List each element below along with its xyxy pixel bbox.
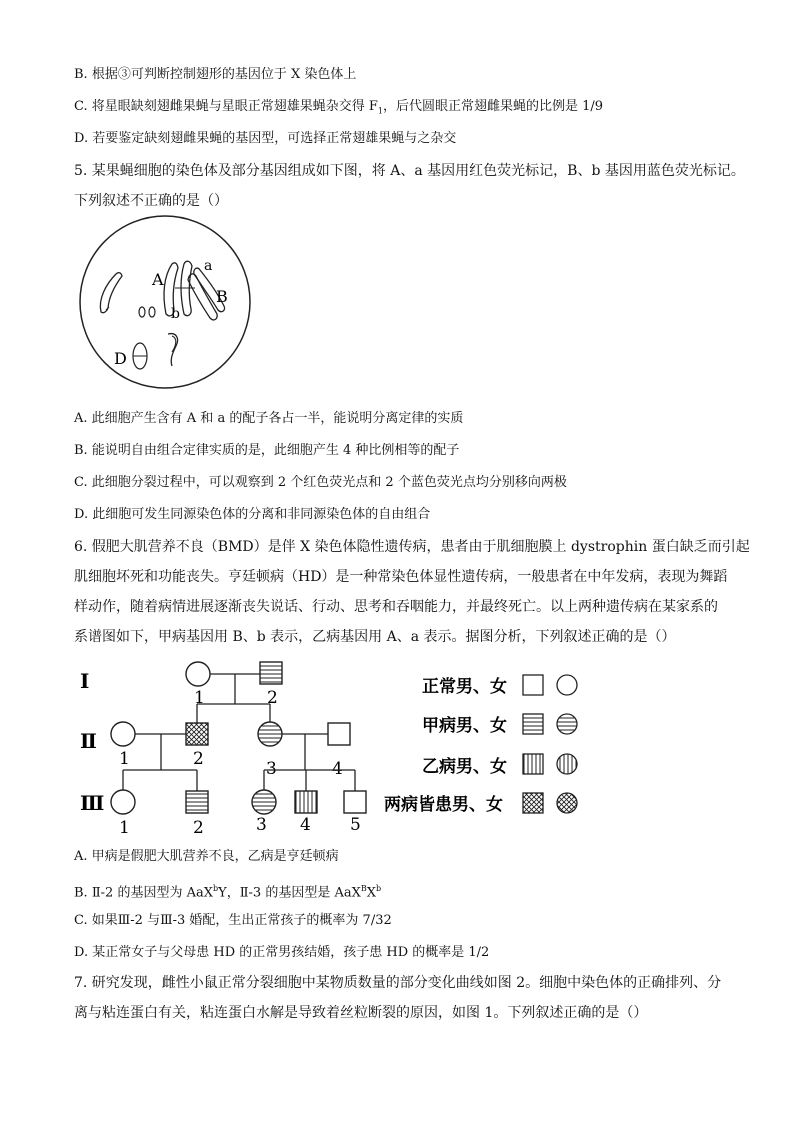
q6-option-b-sup3: b [376, 884, 382, 893]
gene-label-b: b [171, 306, 180, 322]
q4-option-d: D. 若要鉴定缺刻翅雌果蝇的基因型，可选择正常翅雄果蝇与之杂交 [74, 131, 457, 146]
gen2-label-2: 2 [193, 749, 204, 769]
generation-label-1: Ⅰ [80, 669, 90, 693]
q5-option-a: A. 此细胞产生含有 A 和 a 的配子各占一半，能说明分离定律的实质 [74, 411, 464, 426]
q6-option-b-part3: X [366, 885, 377, 901]
q5-stem-line2: 下列叙述不正确的是（） [74, 193, 228, 209]
q6-option-b-sup2: B [360, 884, 367, 893]
gen3-label-4: 4 [300, 815, 311, 835]
gen2-label-3: 3 [266, 759, 277, 779]
q7-stem-line1: 7. 研究发现，雌性小鼠正常分裂细胞中某物质数量的部分变化曲线如图 2。细胞中染色体的正确排列、分 [74, 975, 722, 991]
pedigree-chart [74, 652, 614, 842]
gene-label-D: D [114, 349, 127, 368]
q6-stem-line3: 样动作，随着病情进展逐渐丧失说话、行动、思考和吞咽能力，并最终死亡。以上两种遗传病在某家系的 [74, 599, 718, 615]
legend-both-label: 两病皆患男、女 [384, 795, 503, 815]
q6-option-b-part2: Y，Ⅱ-3 的基因型是 AaX [218, 885, 361, 901]
q4-option-c-part2: ，后代圆眼正常翅雌果蝇的比例是 1/9 [383, 99, 604, 114]
q4-option-c [74, 98, 603, 121]
gen3-label-3: 3 [256, 815, 267, 835]
gene-label-A: A [152, 270, 164, 289]
gen3-label-1: 1 [119, 818, 130, 838]
legend-jia-label: 甲病男、女 [422, 716, 507, 736]
gen3-label-2: 2 [193, 818, 204, 838]
generation-label-3: Ⅲ [80, 791, 105, 815]
gen1-label-2: 2 [267, 688, 278, 708]
gene-label-a: a [204, 258, 213, 274]
cell-chromosome-figure [76, 214, 256, 394]
q5-option-d: D. 此细胞可发生同源染色体的分离和非同源染色体的自由组合 [74, 507, 431, 522]
q5-option-b: B. 能说明自由组合定律实质的是，此细胞产生 4 种比例相等的配子 [74, 443, 460, 458]
gen1-label-1: 1 [194, 688, 205, 708]
legend-yi-label: 乙病男、女 [422, 757, 507, 777]
q6-stem-line1: 6. 假肥大肌营养不良（BMD）是伴 X 染色体隐性遗传病，患者由于肌细胞膜上 dystrophin 蛋白缺乏而引起 [74, 539, 750, 555]
q6-option-b-sup1: b [212, 884, 219, 893]
q4-option-b: B. 根据③可判断控制翅形的基因位于 X 染色体上 [74, 67, 357, 82]
q6-option-d: D. 某正常女子与父母患 HD 的正常男孩结婚，孩子患 HD 的概率是 1/2 [74, 945, 490, 960]
q6-option-c: C. 如果Ⅲ-2 与Ⅲ-3 婚配，生出正常孩子的概率为 7/32 [74, 913, 392, 928]
q4-option-c-part1: C. 将星眼缺刻翅雌果蝇与星眼正常翅雄果蝇杂交得 F [74, 99, 378, 114]
generation-label-2: Ⅱ [80, 729, 97, 753]
q6-stem-line2: 肌细胞坏死和功能丧失。亨廷顿病（HD）是一种常染色体显性遗传病，一般患者在中年发病，表现为舞蹈 [74, 569, 728, 585]
q6-option-b-part1: B. Ⅱ-2 的基因型为 AaX [74, 885, 213, 901]
q7-stem-line2: 离与粘连蛋白有关，粘连蛋白水解是导致着丝粒断裂的原因，如图 1。下列叙述正确的是（） [74, 1005, 648, 1021]
q6-option-a: A. 甲病是假肥大肌营养不良，乙病是亨廷顿病 [74, 849, 339, 864]
gen3-label-5: 5 [350, 815, 361, 835]
gen2-label-4: 4 [332, 759, 343, 779]
gene-label-B: B [216, 287, 228, 306]
q4-option-c-subscript: 1 [377, 106, 383, 116]
q6-option-b [74, 880, 381, 902]
q5-option-c: C. 此细胞分裂过程中，可以观察到 2 个红色荧光点和 2 个蓝色荧光点均分别移向两极 [74, 475, 567, 490]
gen2-label-1: 1 [119, 749, 130, 769]
q6-stem-line4: 系谱图如下，甲病基因用 B、b 表示，乙病基因用 A、a 表示。据图分析，下列叙述正确的是（） [74, 629, 676, 645]
legend-normal-label: 正常男、女 [422, 677, 507, 697]
q5-stem-line1: 5. 某果蝇细胞的染色体及部分基因组成如下图，将 A、a 基因用红色荧光标记，B、b 基因用蓝色荧光标记。 [74, 163, 745, 179]
